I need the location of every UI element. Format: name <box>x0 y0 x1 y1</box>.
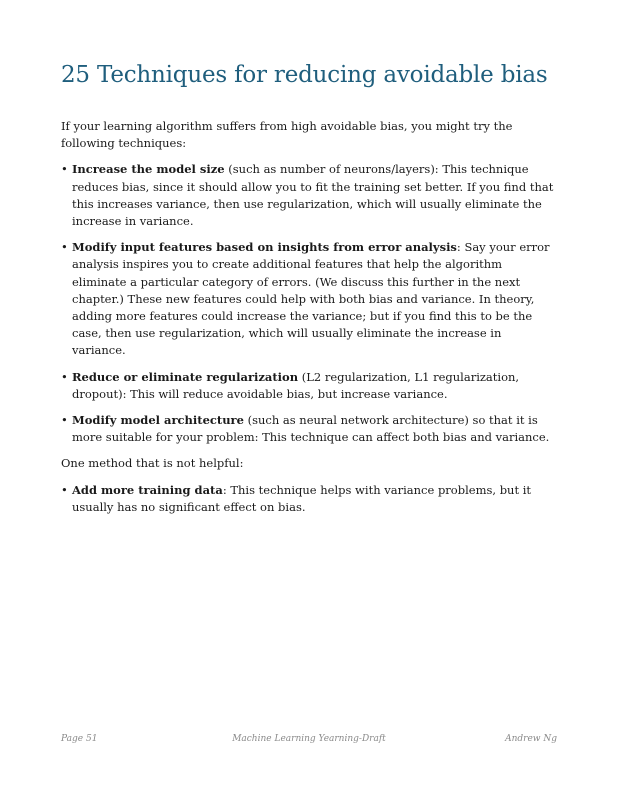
techniques-list <box>61 161 557 446</box>
not-helpful-intro: One method that is not helpful: <box>61 456 244 471</box>
chapter-title: 25 Techniques for reducing avoidable bias <box>61 62 548 88</box>
not-helpful-list <box>61 482 557 516</box>
list-item <box>61 412 557 446</box>
author-name: Andrew Ng <box>505 734 557 744</box>
list-item <box>61 239 557 359</box>
technique-description: (L2 regularization, L1 regularization, dropout): This will reduce avoidable bias, but increase variance. <box>72 369 520 401</box>
technique-description: : Say your error analysis inspires you to create additional features that help the algorithm eliminate a particular category of errors. (We discuss this further in the next chapter.) These new features could help with both bias and variance. In theory, adding more features could increase the variance; but if you find this to be the case, then use regularization, which will usually eliminate the increase in variance. <box>72 240 550 358</box>
technique-name: Reduce or eliminate regularization <box>72 369 299 384</box>
bullet-icon: • <box>61 482 68 497</box>
chapter-body <box>61 118 557 525</box>
list-item <box>61 161 557 230</box>
technique-name: Modify input features based on insights from error analysis <box>72 240 457 255</box>
page-number: Page 51 <box>61 734 98 744</box>
technique-description: : This technique helps with variance problems, but it usually has no significant effect on bias. <box>72 482 532 514</box>
bullet-icon: • <box>61 369 68 384</box>
list-item <box>61 482 557 516</box>
bullet-icon: • <box>61 240 68 255</box>
technique-description: (such as neural network architecture) so that it is more suitable for your problem: This technique can affect both bias and variance. <box>72 413 550 445</box>
bullet-icon: • <box>61 162 68 177</box>
list-item <box>61 369 557 403</box>
page-footer <box>61 734 557 748</box>
technique-description: (such as number of neurons/layers): This technique reduces bias, since it should allow you to fit the training set better. If you find that this increases variance, then use regularization, which will usually eliminate the increase in variance. <box>72 162 554 229</box>
bullet-icon: • <box>61 413 68 428</box>
intro-paragraph: If your learning algorithm suffers from high avoidable bias, you might try the following techniques: <box>61 119 513 151</box>
technique-name: Increase the model size <box>72 162 225 177</box>
technique-name: Add more training data <box>72 482 223 497</box>
technique-name: Modify model architecture <box>72 413 244 428</box>
book-title: Machine Learning Yearning-Draft <box>232 734 386 744</box>
